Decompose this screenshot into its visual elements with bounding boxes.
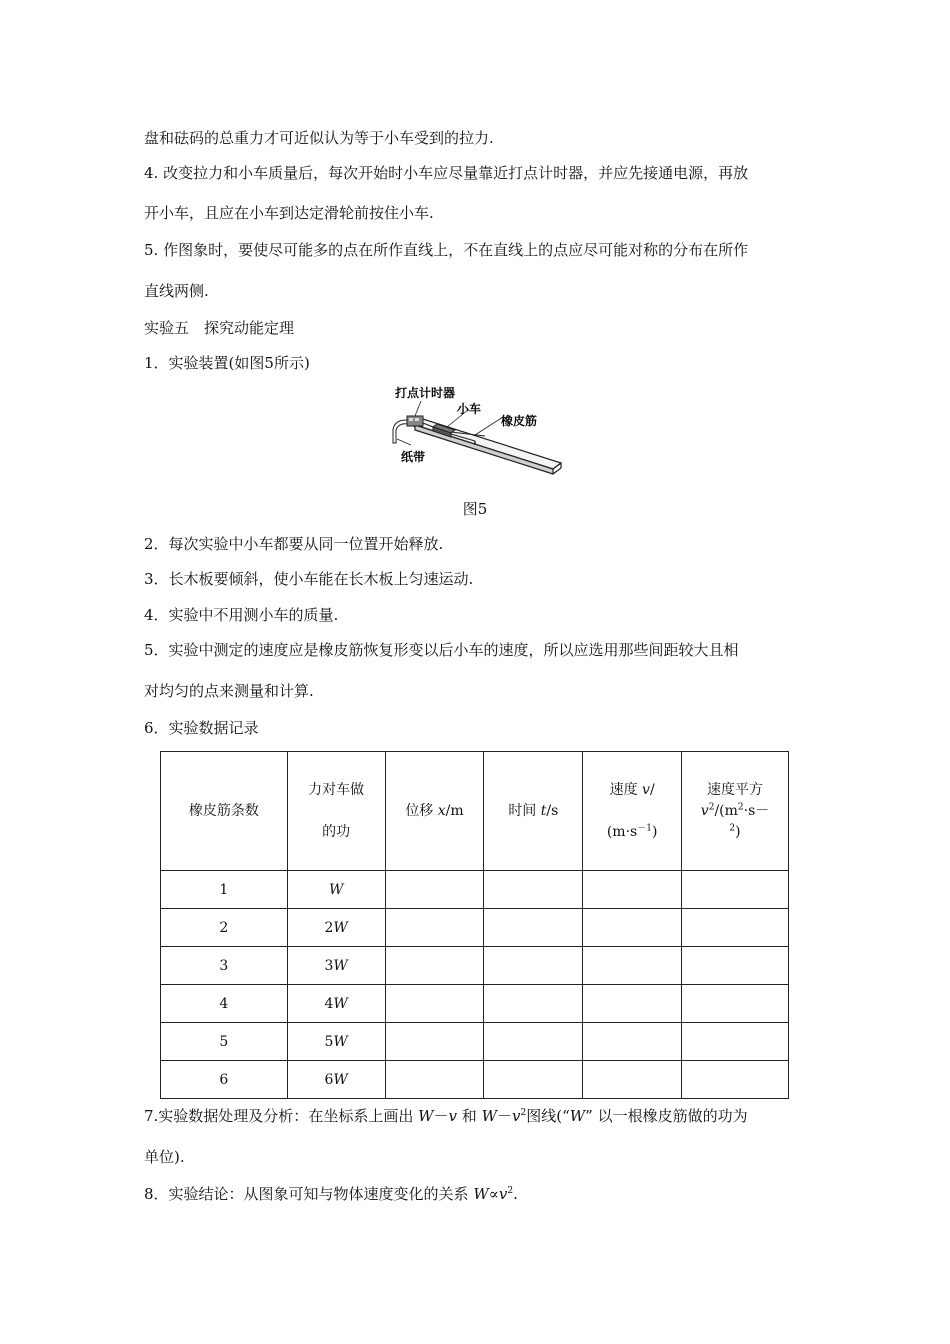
text-line-8: 2．每次实验中小车都要从同一位置开始释放.	[144, 535, 444, 553]
figure-caption: 图5	[462, 500, 488, 518]
text-line-9: 3．长木板要倾斜，使小车能在长木板上匀速运动.	[144, 570, 474, 588]
cell-count: 4	[161, 985, 288, 1023]
cell-count: 6	[161, 1061, 288, 1099]
table-header-row	[161, 752, 789, 871]
header-displacement: 位移 x/m	[385, 752, 484, 871]
text-line-12: 对均匀的点来测量和计算.	[144, 682, 314, 700]
header-count: 橡皮筋条数	[161, 752, 288, 871]
table-row	[161, 947, 789, 985]
text-line-13: 6．实验数据记录	[144, 719, 259, 737]
text-line-4: 5. 作图象时，要使尽可能多的点在所作直线上，不在直线上的点应尽可能对称的分布在所作	[144, 241, 749, 259]
data-table	[160, 751, 789, 1099]
item-7-line-1: 7.实验数据处理及分析：在坐标系上画出 W－v 和 $W-v^2$图线(“W” 以一根橡皮筋做的功为	[144, 1107, 748, 1125]
header-work: 力对车做 的功	[287, 752, 385, 871]
cell-work: 4W	[287, 985, 385, 1023]
table-row	[161, 985, 789, 1023]
label-cart: 小车	[457, 402, 482, 416]
table-row	[161, 1061, 789, 1099]
label-rubber: 橡皮筋	[501, 414, 538, 428]
label-timer: 打点计时器	[395, 386, 456, 400]
label-tape: 纸带	[401, 450, 426, 464]
text-line-1: 盘和砝码的总重力才可近似认为等于小车受到的拉力.	[144, 129, 494, 147]
cell-work: 3W	[287, 947, 385, 985]
table-row	[161, 871, 789, 909]
text-line-5: 直线两侧.	[144, 282, 209, 300]
table-row	[161, 1023, 789, 1061]
header-velocity: 速度 v/ $(m\cdot s^{-1})$	[583, 752, 682, 871]
cell-work: 5W	[287, 1023, 385, 1061]
cell-count: 1	[161, 871, 288, 909]
apparatus-figure	[385, 383, 567, 483]
text-line-7: 1．实验装置(如图5所示)	[144, 354, 310, 372]
cell-count: 5	[161, 1023, 288, 1061]
text-line-11: 5．实验中测定的速度应是橡皮筋恢复形变以后小车的速度，所以应选用那些间距较大且相	[144, 641, 739, 659]
text-line-10: 4．实验中不用测小车的质量.	[144, 606, 339, 624]
text-line-3: 开小车，且应在小车到达定滑轮前按住小车.	[144, 204, 434, 222]
cell-count: 3	[161, 947, 288, 985]
table-row	[161, 909, 789, 947]
cell-count: 2	[161, 909, 288, 947]
section-heading: 实验五 探究动能定理	[144, 319, 295, 337]
text-line-2: 4. 改变拉力和小车质量后，每次开始时小车应尽量靠近打点计时器，并应先接通电源，再放	[144, 164, 749, 182]
item-7-line-2: 单位).	[144, 1148, 185, 1166]
item-8: 8．实验结论：从图象可知与物体速度变化的关系 $W\propto v^2$.	[144, 1185, 518, 1203]
header-velocity-squared: 速度平方 $v^2/(m^2\cdot s-$ $^2$)	[682, 752, 789, 871]
cell-work: 2W	[287, 909, 385, 947]
header-time: 时间 t/s	[484, 752, 583, 871]
cell-work: W	[287, 871, 385, 909]
cell-work: 6W	[287, 1061, 385, 1099]
